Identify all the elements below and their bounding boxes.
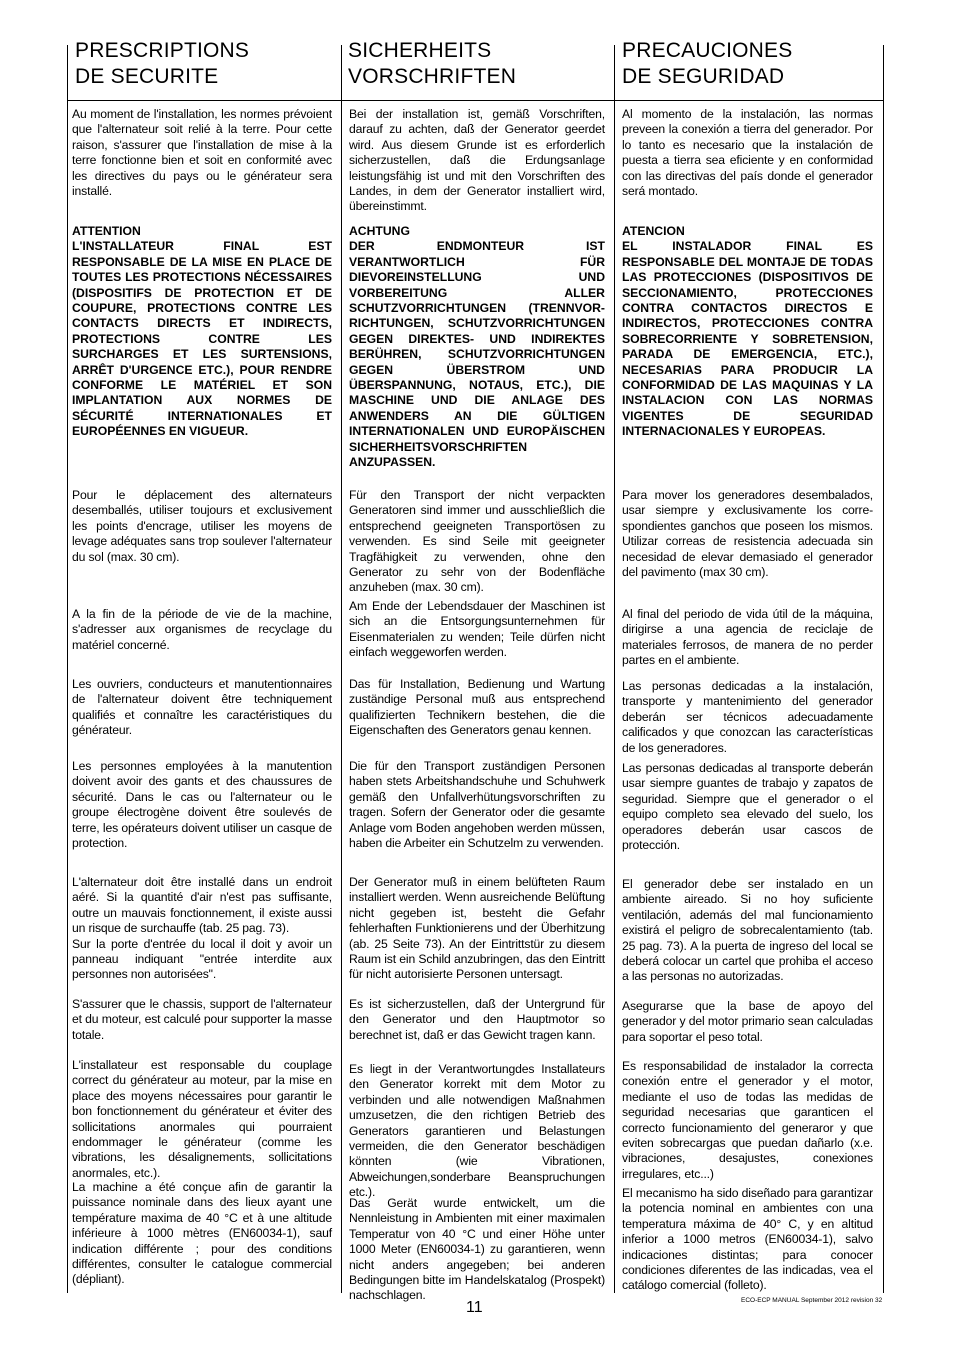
column-rule-right [883,45,884,1293]
column-rule-1 [341,45,342,1293]
header-es-line2: DE SEGURIDAD [622,65,785,88]
de-protective-gear: Die für den Transport zuständigen Personen haben stets Arbeitshandschuhe und Schuhwerk gemäß den Unfallverhütungsvorschriften zu tragen. Sofern der Generator oder die gesamte Anlage vom Boden angehoben werden müssen, haben die Arbeiter ein Schutzelm zu verwenden. [349,759,605,851]
es-grounding: Al momento de la instalación, las normas preveen la conexión a tierra del generador. Por lo tanto es necesario que la instalación de puesta a tierra sea eficiente y en conformidad con las directivas del país donde el generador será montado. [622,107,873,199]
header-rule [67,100,884,101]
de-grounding: Bei der installation ist, gemäß Vorschriften, darauf zu achten, daß der Generator geerdet wird. Aus diesem Grunde ist es erforderlich sicherzustellen, daß die Erdungsanlage leistungsfähig ist und mit den Vorschriften des Landes, in dem der Generator installiert wird, übereinstimmt. [349,107,605,214]
fr-warning-text: L'INSTALLATEUR FINAL EST RESPONSABLE DE LA MISE EN PLACE DE TOUTES LES PROTECTIONS NÉCESSAIRES (DISPOSITIFS DE PROTECTION ET DE COUPURE, PROTECTIONS CONTRE LES CONTACTS DIRECTS ET INDIRECTS, PROTECTIONS CONTRE LES SURCHARGES ET LES SURTENSIONS, ARRÊT D'URGENCE ETC.), POUR RENDRE CONFORME LE MATÉRIEL ET SON IMPLANTATION AUX NORMES DE SÉCURITÉ INTERNATIONALES ET EUROPÉENNES EN VIGUEUR. [72,239,332,439]
fr-ventilation-text: L'alternateur doit être installé dans un endroit aéré. Si la quantité d'air n'est pas suffisante, outre un mauvais fonctionnement, il existe aussi un risque de surchauffe (tab. 25 pag. 73). [72,875,332,936]
footer-revision: ECO-ECP MANUAL September 2012 revision 32 [741,1297,883,1304]
fr-rating: La machine a été conçue afin de garantir la puissance nominale dans des lieux ayant une température maxima de 40 °C et à une altitude inférieure à 1000 mètres (EN60034-1), sauf indication différente ; pour des conditions différentes, consulter le catalogue commercial (dépliant). [72,1180,332,1287]
de-personnel: Das für Installation, Bedienung und Wartung zuständige Personal muß aus entsprechend qualifizierten Technikern bestehen, die die Eigenschaften des Generators genau kennen. [349,677,605,738]
es-personnel: Las personas dedicadas a la instalación, transporte y mantenimiento del generador deberán ser técnicos adecuadamente calificados y que conozcan las características de los generadores. [622,679,873,755]
es-frame: Asegurarse que la base de apoyo del generador y del motor primario sean calculadas para soportar el peso total. [622,999,873,1044]
column-rule-left [67,45,68,1293]
es-protective-gear: Las personas dedicadas al transporte deberán usar siempre guantes de trabajo y zapatos de seguridad. Siempre que el generador o el equipo completo sea elevado del suelo, los operadores deberán usar cascos de protección. [622,761,873,853]
es-warning-text: EL INSTALADOR FINAL ES RESPONSABLE DEL MONTAJE DE TODAS LAS PROTECCIONES (DISPOSITIVOS DE SECCIONAMIENTO, PROTECCIONES CONTRA CONTACTOS DIRECTOS E INDIRECTOS, PROTECCIONES CONTRA SOBRECORRIENTE Y SOBRETENSION, PARADA DE EMERGENCIA, ETC.), NECESARIAS PARA PRODUCIR LA CONFORMIDAD DE LAS MAQUINAS Y LA INSTALACION CON LAS NORMAS VIGENTES DE SEGURIDAD INTERNACIONALES Y EUROPEAS. [622,239,873,439]
header-fr-line2: DE SECURITE [75,65,219,88]
fr-transport: Pour le déplacement des alternateurs desemballés, utiliser toujours et exclusivement les points d'encrage, utiliser les moyens de levage adéquates sans trop soulever l'alternateur du sol (max. 30 cm). [72,488,332,564]
header-de-line1: SICHERHEITS [348,39,492,62]
de-recycling: Am Ende der Lebendsdauer der Maschinen ist sich an die Entsorgungsunternehmen für Eisenmaterialen zu wenden; Teile dürfen nicht einfach weggeworfen werden. [349,599,605,660]
fr-warning-title: ATTENTION [72,224,141,238]
de-coupling: Es liegt in der Verantwortungdes Installateurs den Generator korrekt mit dem Motor zu verbinden und alle notwendigen Maßnahmen umzusetzen, die den richtigen Betrieb des Generators garantieren und Belastungen vermeiden, die den Generator beschädigen könnten (wie Vibrationen, Abweichungen,sonderbare Beanspruchungen etc.). [349,1062,605,1200]
column-rule-2 [614,45,615,1293]
header-de-line2: VORSCHRIFTEN [348,65,517,88]
es-warning-title: ATENCION [622,224,685,238]
de-frame: Es ist sicherzustellen, daß der Untergrund für den Generator und den Hauptmotor so berechnet ist, daß er das Gewicht tragen kann. [349,997,605,1042]
de-warning-title: ACHTUNG [349,224,410,238]
header-fr [75,38,249,90]
fr-ventilation-sign: Sur la porte d'entrée du local il doit y avoir un panneau indiquant "entrée interdite aux personnes non autorisées". [72,936,332,982]
es-coupling: Es responsabilidad de instalador la correcta conexión entre el generador y el motor, mediante el uso de todas las medidas de seguridad necesarias que garanticen el correcto funcionamiento del generaror y que eviten sobrecargas que puedan dañarlo (x.e. vibraciones, desajustes, conexiones irregulares, etc...) [622,1059,873,1181]
fr-recycling: A la fin de la période de vie de la machine, s'adresser aux organismes de recyclage du matériel concerné. [72,607,332,652]
fr-warning [72,224,332,440]
header-fr-line1: PRESCRIPTIONS [75,39,250,62]
de-warning-text: DER ENDMONTEUR IST VERANTWORTLICH FÜR DIEVOREINSTELLUNG UND VORBEREITUNG ALLER SCHUTZVORRICHTUNGEN (TRENNVOR-RICHTUNGEN, SCHUTZVORRICHTUNGEN GEGEN DIREKTES- UND INDIREKTES BERÜHREN, SCHUTZVORRICHTUNGEN GEGEN ÜBERSTROM UND ÜBERSPANNUNG, NOTAUS, ETC.), DIE MASCHINE UND DIE ANLAGE DES ANWENDERS AN DIE GÜLTIGEN INTERNATIONALEN UND EUROPÄISCHEN SICHERHEITSVORSCHRIFTEN ANZUPASSEN. [349,239,605,470]
es-transport: Para mover los generadores desembalados, usar siempre y exclusivamente los corre-spondientes ganchos que poseen los mismos. Utilizar correas de resistencia adecuada sin necesidad de elevar demasiado el generador del pavimento (max 30 cm). [622,488,873,580]
de-transport: Für den Transport der nicht verpackten Generatoren sind immer und ausschließlich die entsprechend geeigneten Transportösen zu verwenden. Es sind Seile mit geeigneter Tragfähigkeit zu verwenden, ohne den Generator zu sehr von der Bodenfläche anzuheben (max. 30 cm). [349,488,605,595]
de-rating: Das Gerät wurde entwickelt, um die Nennleistung in Ambienten mit einer maximalen Temperatur von 40 °C und einer Höhe unter 1000 Meter (EN60034-1) zu garantieren, wenn nicht anders angegeben; bei anderen Bedingungen bitte im Handelskatalog (Prospekt) nachschlagen. [349,1196,605,1303]
fr-personnel: Les ouvriers, conducteurs et manutentionnaires de l'alternateur doivent être techniquement qualifiés et connaître les caractéristiques du générateur. [72,677,332,738]
es-rating: El mecanismo ha sido diseñado para garantizar la potencia nominal en ambientes con una temperatura máxima de 40° C, y en altitud inferior a 1000 metros (EN60034-1), salvo indicaciones distintas; para conocer condiciones diferentes de las indicadas, vea el catálogo comercial (folleto). [622,1186,873,1293]
es-warning [622,224,873,440]
header-es [622,38,792,90]
fr-frame: S'assurer que le chassis, support de l'alternateur et du moteur, est calculé pour supporter la masse totale. [72,997,332,1042]
fr-ventilation [72,875,332,983]
header-de [348,38,516,90]
es-recycling: Al final del periodo de vida útil de la máquina, dirigirse a una agencia de reciclaje de materiales ferrosos, de manera de no perder partes en el ambiente. [622,607,873,668]
header-es-line1: PRECAUCIONES [622,39,793,62]
fr-grounding: Au moment de l'installation, les normes prévoient que l'alternateur soit relié à la terre. Pour cette raison, s'assurer que l'installation de mise à la terre fonctionne bien et soit en conformité avec les directives du pays ou le générateur sera installé. [72,107,332,199]
page-number: 11 [466,1299,483,1316]
de-ventilation: Der Generator muß in einem belüfteten Raum installiert werden. Wenn ausreichende Belüftung nicht gegeben ist, besteht die Gefahr fehlerhaften Funktionierens und der Überhitzung (ab. 25 Seite 73). An der Eintrittstür zu diesem Raum ist ein Schild anzubringen, das den Eintritt für nicht autorisierte Personen untersagt. [349,875,605,982]
es-ventilation: El generador debe ser instalado en un ambiente aireado. Si no hoy suficiente ventilación, además del mal funcionamiento existirá el peligro de sobrecalentamiento (tab. 25 pag. 73). A la puerta de ingreso del local se deberá colocar un cartel que prohiba el acceso a las personas no autorizadas. [622,877,873,984]
fr-protective-gear: Les personnes employées à la manutention doivent avoir des gants et des chaussures de sécurité. Dans le cas ou l'alternateur ou le groupe électrogène doivent être soulevés de terre, les opérateurs doivent utiliser un casque de protection. [72,759,332,851]
de-warning [349,224,605,471]
fr-coupling: L'installateur est responsable du couplage correct du générateur au moteur, par la mise en place des moyens nécessaires pour garantir le bon fonctionnement du générateur et éviter des sollicitations anormales qui pourraient endommager le générateur (comme les vibrations, les désalignements, sollicitations anormales, etc.). [72,1058,332,1180]
